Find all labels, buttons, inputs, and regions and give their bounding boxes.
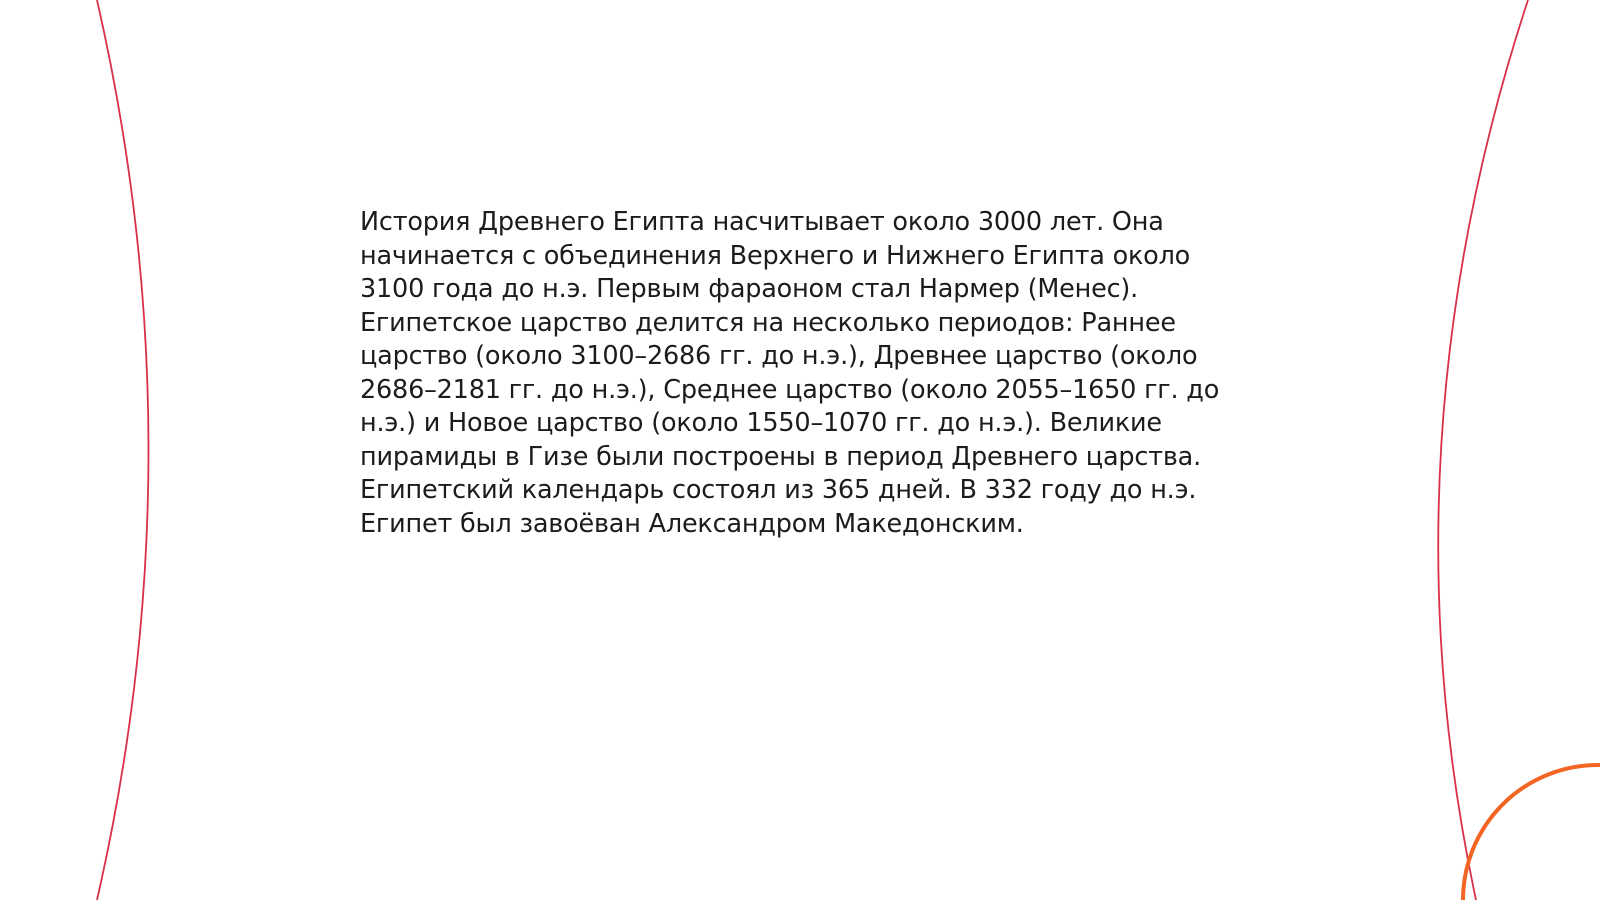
left-curve bbox=[97, 0, 149, 900]
slide-paragraph: История Древнего Египта насчитывает около 3000 лет. Она начинается с объединения Верхнего и Нижнего Египта около 3100 года до н.э. Первым фараоном стал Нармер (Менес). Египетское царство делится на несколько периодов: Раннее царство (около 3100–2686 гг. до н.э.), Древнее царство (около 2686–2181 гг. до н.э.), Среднее царство (около 2055–1650 гг. до н.э.) и Новое царство (около 1550–1070 гг. до н.э.). Великие пирамиды в Гизе были построены в период Древнего царства. Египетский календарь состоял из 365 дней. В 332 году до н.э. Египет был завоёван Александром Македонским. bbox=[360, 207, 1220, 539]
orange-circle bbox=[1463, 765, 1600, 900]
right-curve bbox=[1438, 0, 1528, 900]
